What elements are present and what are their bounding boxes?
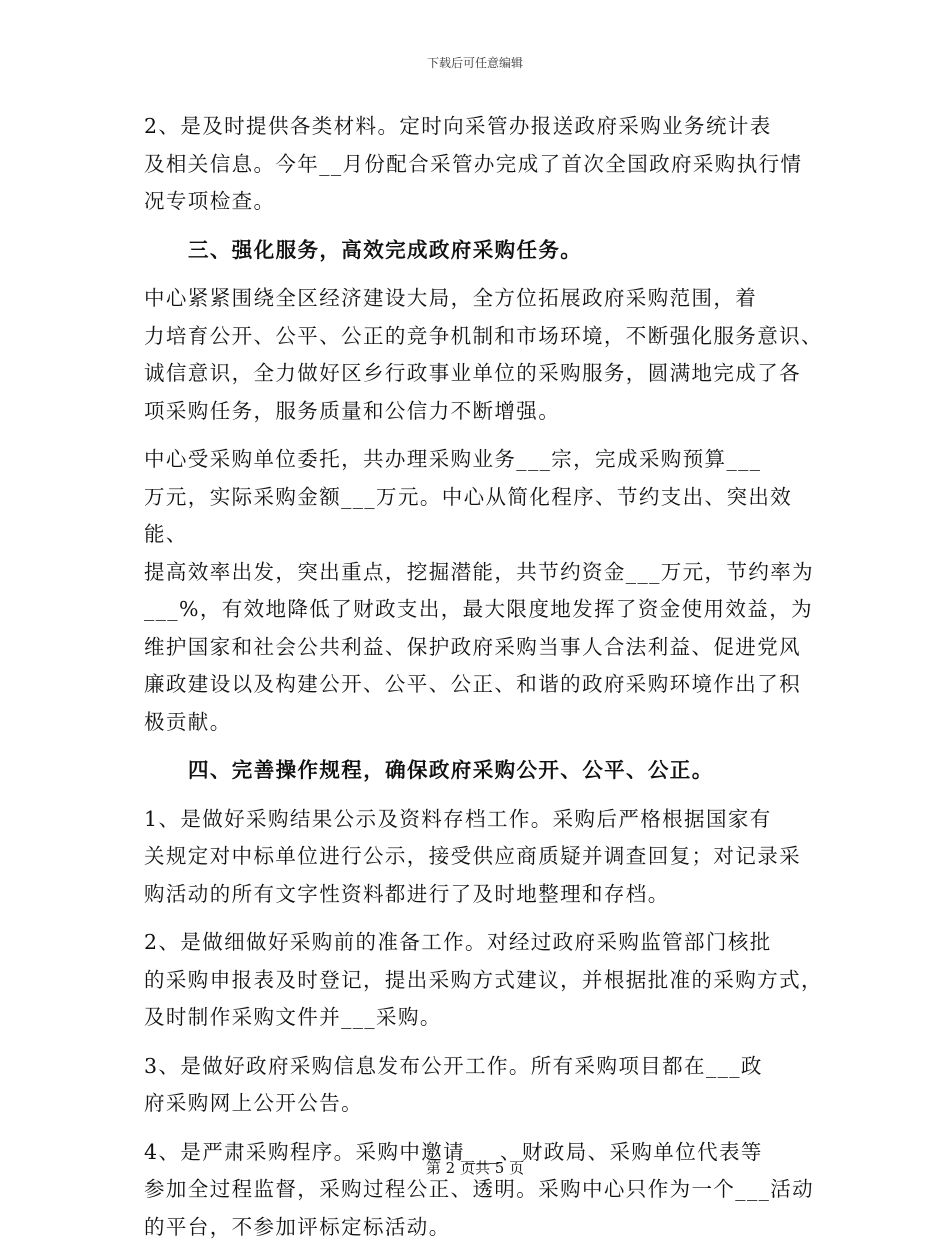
paragraph-materials: 2、是及时提供各类材料。定时向采管办报送政府采购业务统计表 及相关信息。今年__月份配合采管办完成了首次全国政府采购执行情 况专项检查。 (144, 114, 803, 213)
document-body (144, 108, 824, 1257)
page-footer: 第 2 页共 5 页 (425, 1159, 525, 1177)
paragraph-service: 中心紧紧围绕全区经济建设大局，全方位拓展政府采购范围，着 力培育公开、公平、公正的竞争机制和市场环境，不断强化服务意识、 诚信意识，全力做好区乡行政事业单位的采购服务，圆满地完成了各 项采购任务，服务质量和公信力不断增强。 (144, 286, 823, 423)
section-heading-4: 四、完善操作规程，确保政府采购公开、公平、公正。 (188, 758, 714, 782)
paragraph-preparation: 2、是做细做好采购前的准备工作。对经过政府采购监管部门核批 的采购申报表及时登记，提出采购方式建议，并根据批准的采购方式， 及时制作采购文件并___采购。 (144, 930, 823, 1029)
paragraph-procedure: 4、是严肃采购程序。采购中邀请___、财政局、采购单位代表等 参加全过程监督，采购过程公正、透明。采购中心只作为一个___活动 的平台，不参加评标定标活动。 (144, 1139, 815, 1239)
section-heading-3: 三、强化服务，高效完成政府采购任务。 (188, 237, 583, 262)
paragraph-info-release: 3、是做好政府采购信息发布公开工作。所有采购项目都在___政 府采购网上公开公告。 (144, 1053, 763, 1115)
page-header: 下载后可任意编辑 (426, 56, 523, 70)
paragraph-publicity: 1、是做好采购结果公示及资料存档工作。采购后严格根据国家有 关规定对中标单位进行公示，接受供应商质疑并调查回复；对记录采 购活动的所有文字性资料都进行了及时地整理和存档。 (144, 806, 801, 906)
paragraph-statistics: 中心受采购单位委托，共办理采购业务___宗，完成采购预算___ 万元，实际采购金额___万元。中心从简化程序、节约支出、突出效能、 提高效率出发，突出重点，挖掘潜能，共节约资金___万元，节约率为 ___%，有效地降低了财政支出，最大限度地发挥了资金使用效益，为 维护国家和社会公共利益、保护政府采购当事人合法利益、促进党风 廉政建设以及构建公开、公平、公正、和谐的政府采购环境作出了积 极贡献。 (144, 447, 815, 734)
